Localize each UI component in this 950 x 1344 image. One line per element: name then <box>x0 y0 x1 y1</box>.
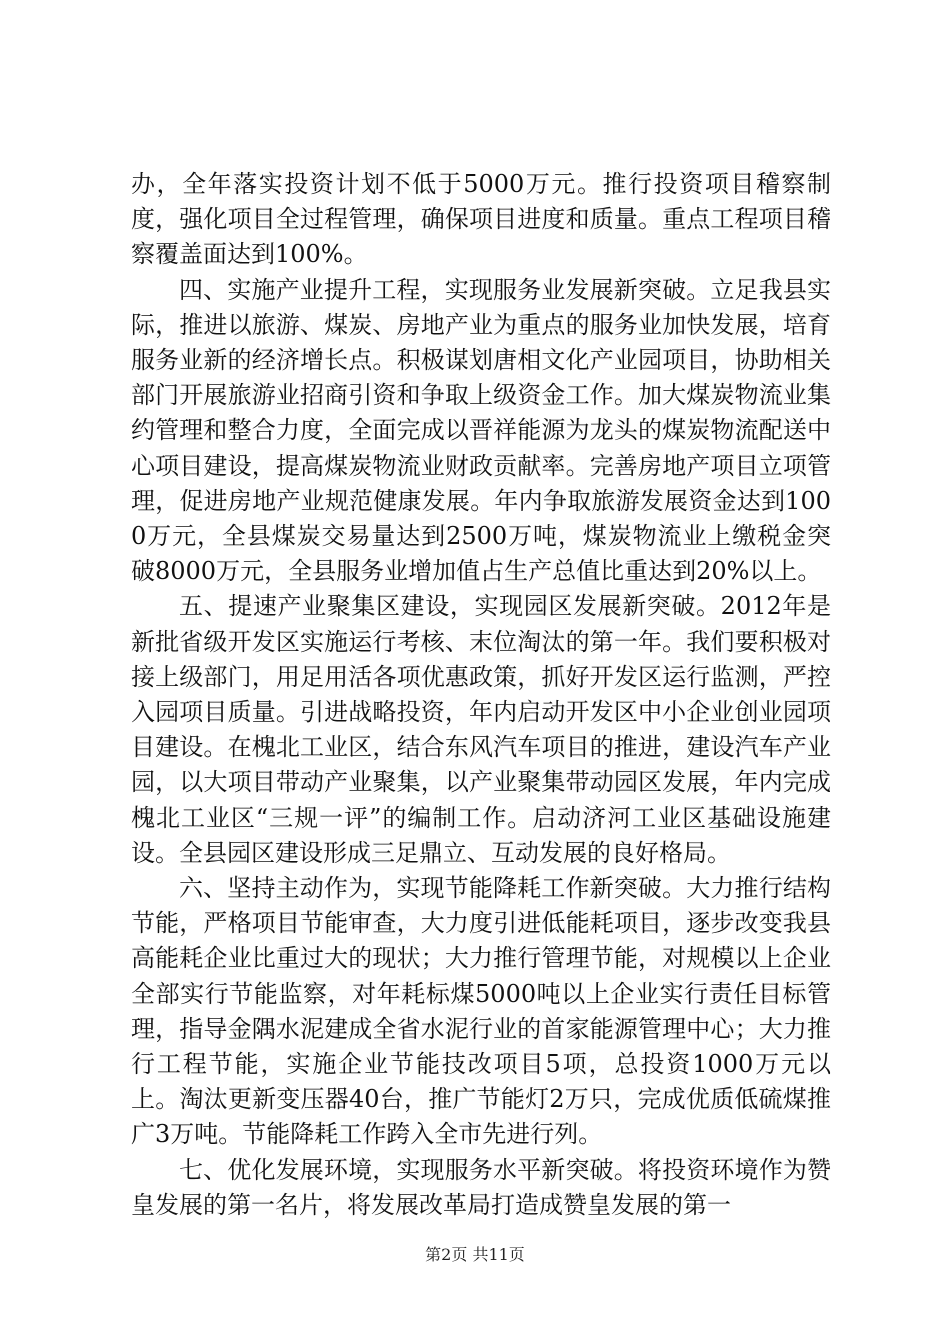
page-number: 第2页 共11页 <box>425 1245 525 1264</box>
paragraph-industrial-park: 五、提速产业聚集区建设，实现园区发展新突破。2012年是新批省级开发区实施运行考核、末位淘汰的第一年。我们要积极对接上级部门，用足用活各项优惠政策，抓好开发区运行监测，严控入园项目质量。引进战略投资，年内启动开发区中小企业创业园项目建设。在槐北工业区，结合东风汽车项目的推进，建设汽车产业园，以大项目带动产业聚集，以产业聚集带动园区发展，年内完成槐北工业区“三规一评”的编制工作。启动济河工业区基础设施建设。全县园区建设形成三足鼎立、互动发展的良好格局。 <box>131 592 831 867</box>
paragraph-service-industry: 四、实施产业提升工程，实现服务业发展新突破。立足我县实际，推进以旅游、煤炭、房地产业为重点的服务业加快发展，培育服务业新的经济增长点。积极谋划唐相文化产业园项目，协助相关部门开展旅游业招商引资和争取上级资金工作。加大煤炭物流业集约管理和整合力度，全面完成以晋祥能源为龙头的煤炭物流配送中心项目建设，提高煤炭物流业财政贡献率。完善房地产项目立项管理，促进房地产业规范健康发展。年内争取旅游发展资金达到1000万元，全县煤炭交易量达到2500万吨，煤炭物流业上缴税金突破8000万元，全县服务业增加值占生产总值比重达到20%以上。 <box>131 275 831 586</box>
document-body <box>131 167 831 1223</box>
paragraph-environment: 七、优化发展环境，实现服务水平新突破。将投资环境作为赞皇发展的第一名片，将发展改革局打造成赞皇发展的第一 <box>131 1155 831 1219</box>
page-footer <box>0 1244 950 1266</box>
paragraph-energy-saving: 六、坚持主动作为，实现节能降耗工作新突破。大力推行结构节能，严格项目节能审查，大力度引进低能耗项目，逐步改变我县高能耗企业比重过大的现状；大力推行管理节能，对规模以上企业全部实行节能监察，对年耗标煤5000吨以上企业实行责任目标管理，指导金隅水泥建成全省水泥行业的首家能源管理中心；大力推行工程节能，实施企业节能技改项目5项，总投资1000万元以上。淘汰更新变压器40台，推广节能灯2万只，完成优质低硫煤推广3万吨。节能降耗工作跨入全市先进行列。 <box>131 874 831 1149</box>
paragraph-continuation: 办，全年落实投资计划不低于5000万元。推行投资项目稽察制度，强化项目全过程管理，确保项目进度和质量。重点工程项目稽察覆盖面达到100%。 <box>131 170 831 269</box>
